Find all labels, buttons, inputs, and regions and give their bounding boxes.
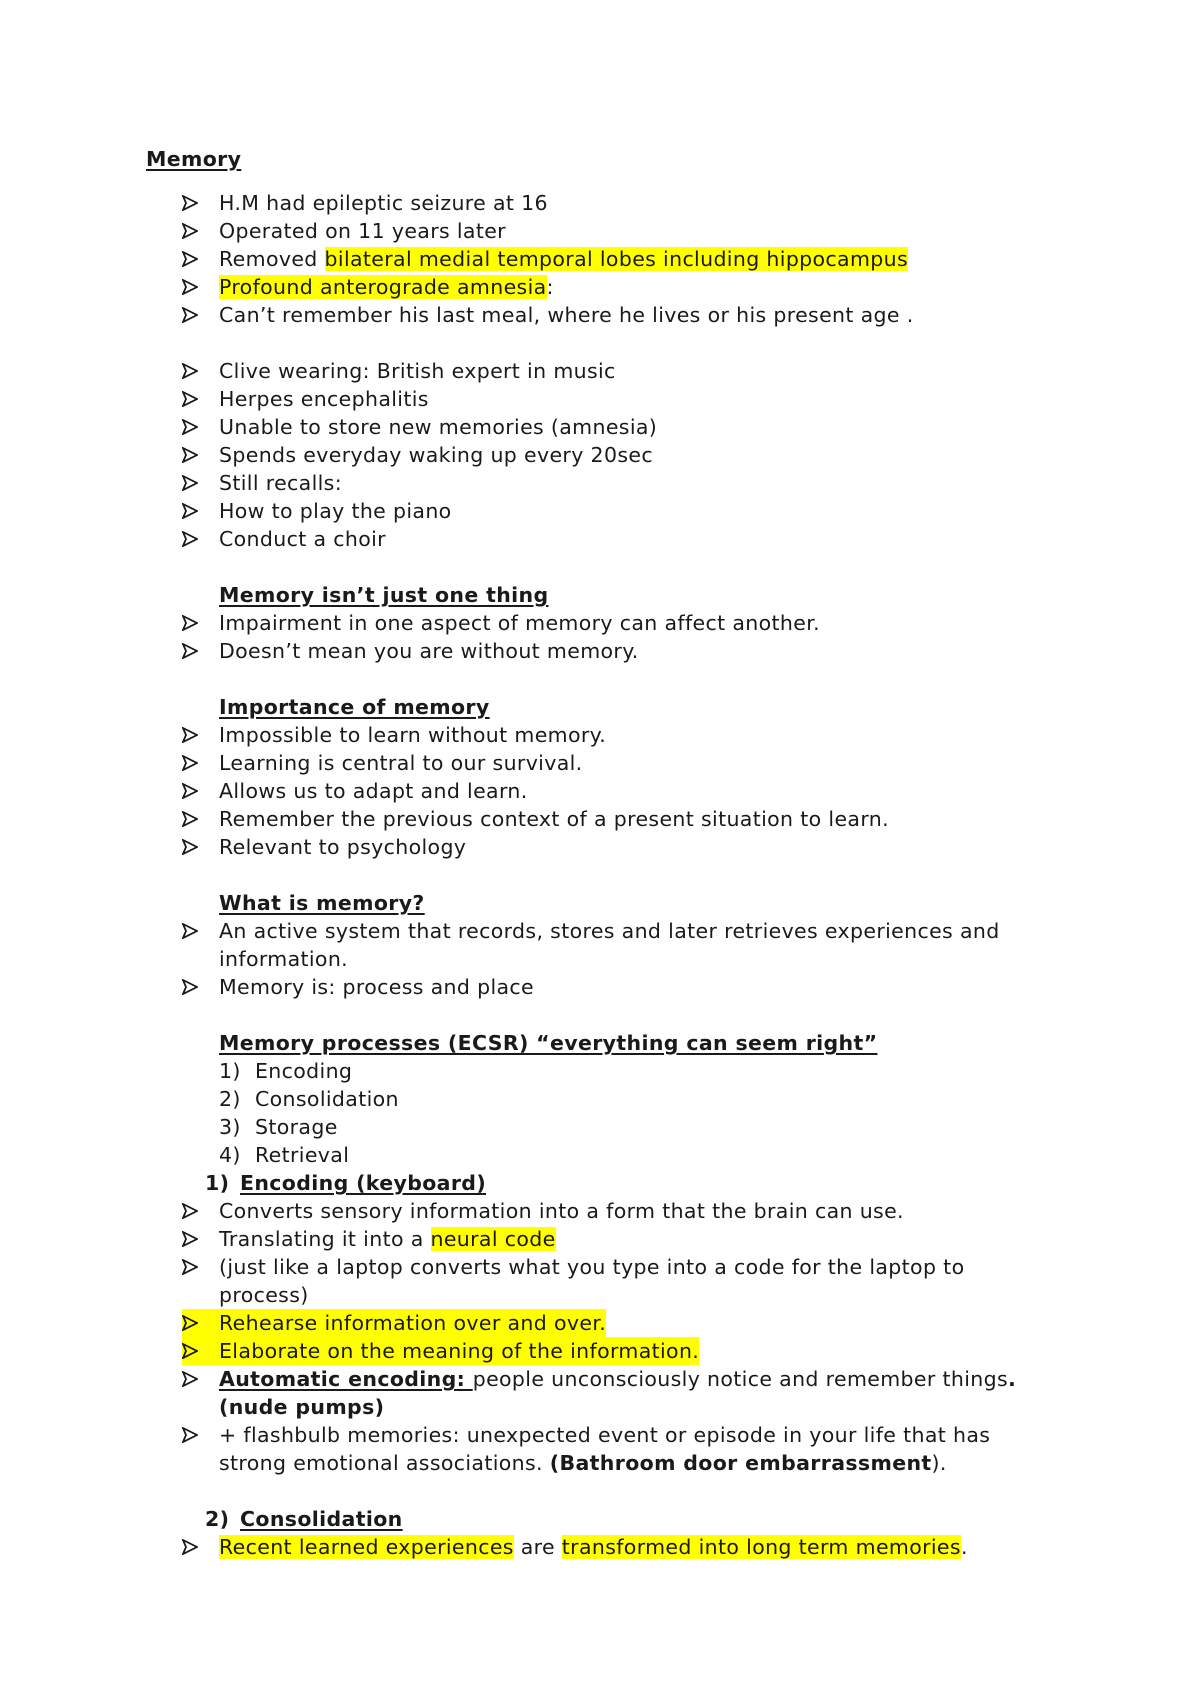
- list-item-text: Allows us to adapt and learn.: [219, 779, 528, 803]
- text-run: Removed: [219, 247, 325, 271]
- arrowhead-bullet-icon: [182, 1253, 204, 1281]
- highlighted-text: transformed into long term memories: [561, 1535, 961, 1559]
- list-item-text: Operated on 11 years later: [219, 219, 506, 243]
- arrowhead-bullet-icon: [182, 973, 204, 1001]
- list-item: [0, 777, 1200, 805]
- arrowhead-bullet-icon: [182, 1365, 204, 1393]
- subsection-number: 1): [205, 1171, 230, 1195]
- arrowhead-bullet-icon: [182, 1421, 204, 1449]
- list-item-text: Conduct a choir: [219, 527, 386, 551]
- list-item: [0, 385, 1200, 413]
- list-item: [0, 609, 1200, 637]
- list-item: [0, 413, 1200, 441]
- list-item-text: Remember the previous context of a present situation to learn.: [219, 807, 889, 831]
- text-run: Translating it into a: [219, 1227, 431, 1251]
- list-item: [0, 1197, 1200, 1225]
- text-run: ).: [931, 1451, 947, 1475]
- item-label: Storage: [255, 1115, 338, 1139]
- list-item: [0, 1421, 1200, 1449]
- arrowhead-bullet-icon: [182, 1309, 219, 1337]
- list-item-text: [219, 273, 554, 301]
- arrowhead-bullet-icon: [182, 301, 204, 329]
- arrowhead-bullet-icon: [182, 777, 204, 805]
- arrowhead-bullet-icon: [182, 441, 204, 469]
- section-heading: Memory isn’t just one thing: [219, 583, 549, 607]
- list-item: [0, 525, 1200, 553]
- list-item-text: + flashbulb memories: unexpected event or episode in your life that has: [219, 1423, 991, 1447]
- list-item: [0, 1533, 1200, 1561]
- highlighted-text: Elaborate on the meaning of the information.: [219, 1339, 700, 1363]
- list-item: [0, 469, 1200, 497]
- numbered-item: [0, 1085, 1200, 1113]
- list-item: [0, 1253, 1200, 1281]
- numbered-item: [0, 1141, 1200, 1169]
- list-item-text: information.: [219, 947, 349, 971]
- arrowhead-bullet-icon: [182, 1533, 204, 1561]
- list-item-text: Herpes encephalitis: [219, 387, 429, 411]
- numbered-item-text: [219, 1057, 352, 1085]
- arrowhead-bullet-icon: [182, 1197, 204, 1225]
- bold-example: (Bathroom door embarrassment: [549, 1451, 932, 1475]
- text-run: .: [960, 1535, 968, 1559]
- list-item-text: Learning is central to our survival.: [219, 751, 583, 775]
- bold-example: (nude pumps): [219, 1395, 385, 1419]
- list-item: [0, 805, 1200, 833]
- list-item: [0, 441, 1200, 469]
- subsection-title: Consolidation: [240, 1507, 403, 1531]
- list-item-text: H.M had epileptic seizure at 16: [219, 191, 548, 215]
- highlighted-text: neural code: [430, 1227, 556, 1251]
- item-number: 2): [219, 1087, 241, 1111]
- subsection-heading: [205, 1505, 403, 1533]
- list-item: [0, 273, 1200, 301]
- text-run: :: [546, 275, 554, 299]
- page-title: Memory: [146, 147, 242, 171]
- highlighted-text: bilateral medial temporal lobes including hippocampus: [324, 247, 909, 271]
- arrowhead-bullet-icon: [182, 833, 204, 861]
- list-item: [0, 301, 1200, 329]
- numbered-item: [0, 1113, 1200, 1141]
- item-number: 3): [219, 1115, 241, 1139]
- section-heading: What is memory?: [219, 891, 425, 915]
- list-item: [0, 217, 1200, 245]
- arrowhead-bullet-icon: [182, 1337, 219, 1365]
- text-run: .: [1008, 1367, 1017, 1391]
- list-item: [0, 1365, 1200, 1393]
- text-run: strong emotional associations.: [219, 1451, 550, 1475]
- arrowhead-bullet-icon: [182, 917, 204, 945]
- numbered-item: [0, 1057, 1200, 1085]
- list-item: [0, 637, 1200, 665]
- arrowhead-bullet-icon: [182, 217, 204, 245]
- arrowhead-bullet-icon: [182, 749, 204, 777]
- list-item-highlighted: [0, 1309, 1200, 1337]
- subsection-heading: [205, 1169, 486, 1197]
- arrowhead-bullet-icon: [182, 609, 204, 637]
- highlighted-text: Rehearse information over and over.: [219, 1311, 607, 1335]
- list-item-text: How to play the piano: [219, 499, 452, 523]
- subsection-heading-line: [0, 1505, 1200, 1533]
- list-item: [0, 189, 1200, 217]
- list-item-text: process): [219, 1283, 309, 1307]
- arrowhead-bullet-icon: [182, 273, 204, 301]
- title-line: [0, 145, 1200, 173]
- item-number: 1): [219, 1059, 241, 1083]
- list-item: [0, 721, 1200, 749]
- text-run: are: [513, 1535, 562, 1559]
- list-item: [0, 973, 1200, 1001]
- list-item-text: Clive wearing: British expert in music: [219, 359, 616, 383]
- list-item: [0, 497, 1200, 525]
- list-item-text: An active system that records, stores and later retrieves experiences and: [219, 919, 1000, 943]
- item-label: Retrieval: [255, 1143, 350, 1167]
- list-item-text: [219, 1449, 947, 1477]
- list-item-continuation: [0, 1393, 1200, 1421]
- list-item: [0, 917, 1200, 945]
- section-heading: Memory processes (ECSR) “everything can seem right”: [219, 1031, 878, 1055]
- list-item-text: Can’t remember his last meal, where he lives or his present age .: [219, 303, 914, 327]
- list-item-text: Impossible to learn without memory.: [219, 723, 607, 747]
- list-item: [0, 1225, 1200, 1253]
- arrowhead-bullet-icon: [182, 805, 204, 833]
- arrowhead-bullet-icon: [182, 637, 204, 665]
- section-heading-line: [0, 889, 1200, 917]
- section-heading: Importance of memory: [219, 695, 490, 719]
- arrowhead-bullet-icon: [182, 469, 204, 497]
- list-item-text: Impairment in one aspect of memory can affect another.: [219, 611, 820, 635]
- list-item-text: (just like a laptop converts what you type into a code for the laptop to: [219, 1255, 965, 1279]
- list-item-text: [219, 1365, 1016, 1393]
- numbered-item-text: [219, 1141, 349, 1169]
- arrowhead-bullet-icon: [182, 245, 204, 273]
- bold-label: Automatic encoding:: [219, 1367, 473, 1391]
- list-item-text: Unable to store new memories (amnesia): [219, 415, 658, 439]
- list-item-text: Memory is: process and place: [219, 975, 535, 999]
- section-heading-line: [0, 581, 1200, 609]
- list-item-continuation: [0, 945, 1200, 973]
- text-run: people unconsciously notice and remember things: [472, 1367, 1009, 1391]
- list-item: [0, 245, 1200, 273]
- subsection-number: 2): [205, 1507, 230, 1531]
- highlighted-text: Profound anterograde amnesia: [219, 275, 547, 299]
- arrowhead-bullet-icon: [182, 357, 204, 385]
- section-heading-line: [0, 1029, 1200, 1057]
- list-item-text: [219, 1225, 556, 1253]
- arrowhead-bullet-icon: [182, 1225, 204, 1253]
- subsection-title: Encoding (keyboard): [240, 1171, 487, 1195]
- highlighted-text: Recent learned experiences: [219, 1535, 514, 1559]
- arrowhead-bullet-icon: [182, 525, 204, 553]
- list-item-text: Doesn’t mean you are without memory.: [219, 639, 639, 663]
- arrowhead-bullet-icon: [182, 189, 204, 217]
- section-heading-line: [0, 693, 1200, 721]
- list-item-text: Converts sensory information into a form that the brain can use.: [219, 1199, 904, 1223]
- list-item-continuation: [0, 1281, 1200, 1309]
- list-item: [0, 357, 1200, 385]
- subsection-heading-line: [0, 1169, 1200, 1197]
- list-item-text: [219, 245, 908, 273]
- arrowhead-bullet-icon: [182, 721, 204, 749]
- list-item-continuation: [0, 1449, 1200, 1477]
- list-item-text: Still recalls:: [219, 471, 342, 495]
- arrowhead-bullet-icon: [182, 385, 204, 413]
- numbered-item-text: [219, 1085, 399, 1113]
- numbered-item-text: [219, 1113, 338, 1141]
- list-item-highlighted: [0, 1337, 1200, 1365]
- list-item: [0, 749, 1200, 777]
- item-label: Encoding: [255, 1059, 353, 1083]
- list-item-text: Relevant to psychology: [219, 835, 467, 859]
- list-item-text: [219, 1533, 968, 1561]
- list-item-text: Spends everyday waking up every 20sec: [219, 443, 653, 467]
- item-number: 4): [219, 1143, 241, 1167]
- arrowhead-bullet-icon: [182, 413, 204, 441]
- item-label: Consolidation: [255, 1087, 399, 1111]
- arrowhead-bullet-icon: [182, 497, 204, 525]
- list-item: [0, 833, 1200, 861]
